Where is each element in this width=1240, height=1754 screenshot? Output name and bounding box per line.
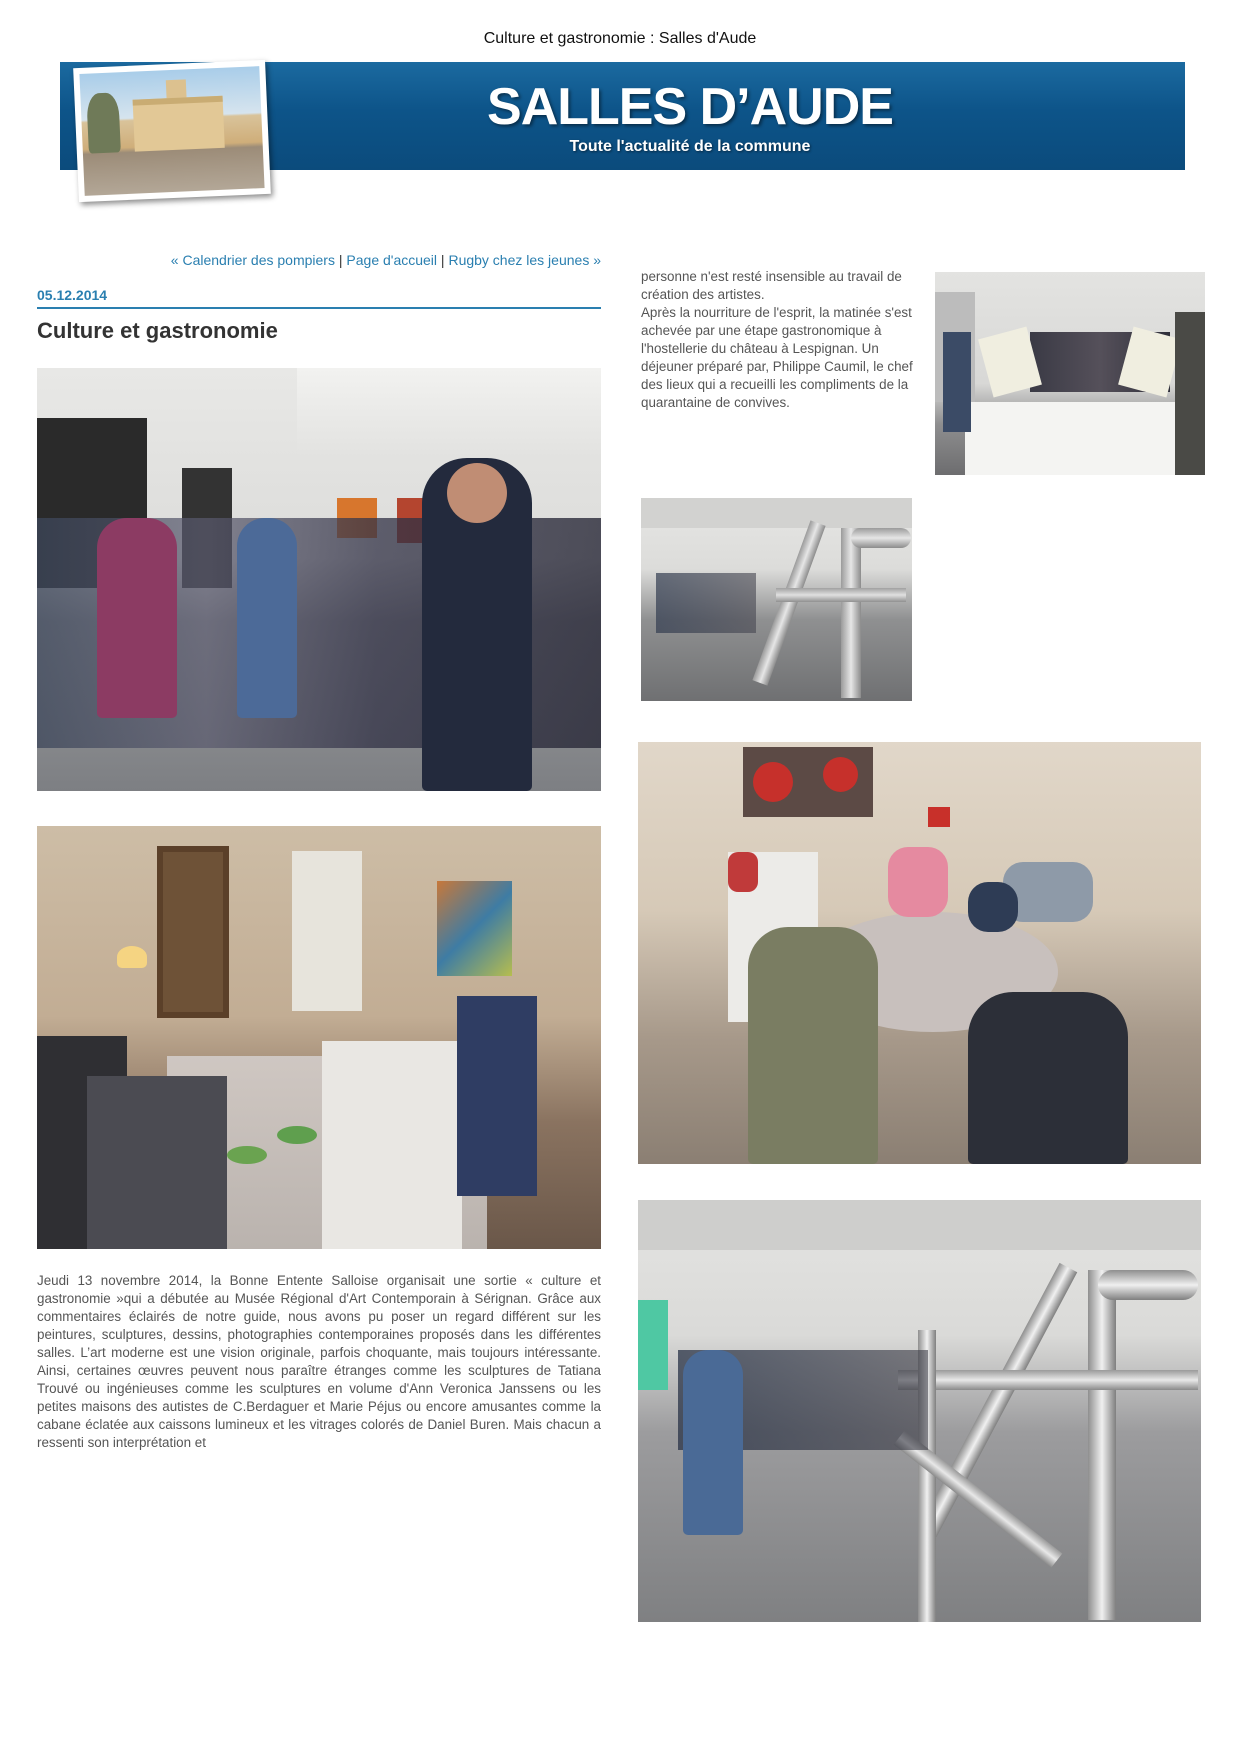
- next-post-link[interactable]: Rugby chez les jeunes »: [448, 252, 601, 268]
- nav-separator: |: [334, 252, 347, 268]
- article-body-side: [641, 268, 923, 412]
- site-subtitle: Toute l'actualité de la commune: [569, 138, 811, 155]
- post-date: 05.12.2014: [37, 287, 108, 303]
- post-navigation: [37, 252, 601, 268]
- nav-separator: |: [437, 252, 449, 268]
- article-body-main: Jeudi 13 novembre 2014, la Bonne Entente Salloise organisait une sortie « culture et gastronomie »qui a débutée au Musée Régional d'Art Contemporain à Sérignan. Grâce aux commentaires éclairés de notre guide, nous avons pu poser un regard différent sur les peintures, sculptures, dessins, photographies contemporaines proposés dans les différentes salles. L’art moderne est une vision originale, parfois choquante, mais toujours intéressante. Ainsi, certaines œuvres peuvent nous paraître étranges comme les sculptures de Tatiana Trouvé ou ingénieuses comme les sculptures en volume d'Ann Veronica Janssens ou les petites maisons des autistes de C.Berdaguer et Marie Péjus ou encore amusantes comme la cabane éclatée aux caissons lumineux et les vitrages colorés de Daniel Buren. Mais chacun a ressenti son interprétation et: [37, 1273, 601, 1450]
- site-title[interactable]: SALLES D’AUDE: [487, 78, 893, 136]
- page-title: Culture et gastronomie : Salles d'Aude: [483, 30, 757, 47]
- divider: [37, 307, 601, 309]
- restaurant-lunch-photo: [37, 826, 601, 1249]
- round-table-lunch-photo: [638, 742, 1201, 1164]
- museum-group-photo: [37, 368, 601, 791]
- pipe-installation-photo-large: [638, 1200, 1201, 1622]
- article-title: Culture et gastronomie: [37, 318, 278, 343]
- home-link[interactable]: Page d'accueil: [346, 252, 438, 268]
- sculpture-viewing-photo: [935, 272, 1205, 475]
- pipe-installation-photo-small: [641, 498, 912, 701]
- prev-post-link[interactable]: « Calendrier des pompiers: [170, 252, 335, 268]
- side-paragraph: personne n'est resté insensible au travail de création des artistes. Après la nourriture de l'esprit, la matinée s'est achevée par une étape gastronomique à l'hostellerie du château à Lespignan. Un déjeuner préparé par, Philippe Caumil, le chef des lieux qui a recueilli les compliments de la quarantaine de convives.: [641, 269, 913, 410]
